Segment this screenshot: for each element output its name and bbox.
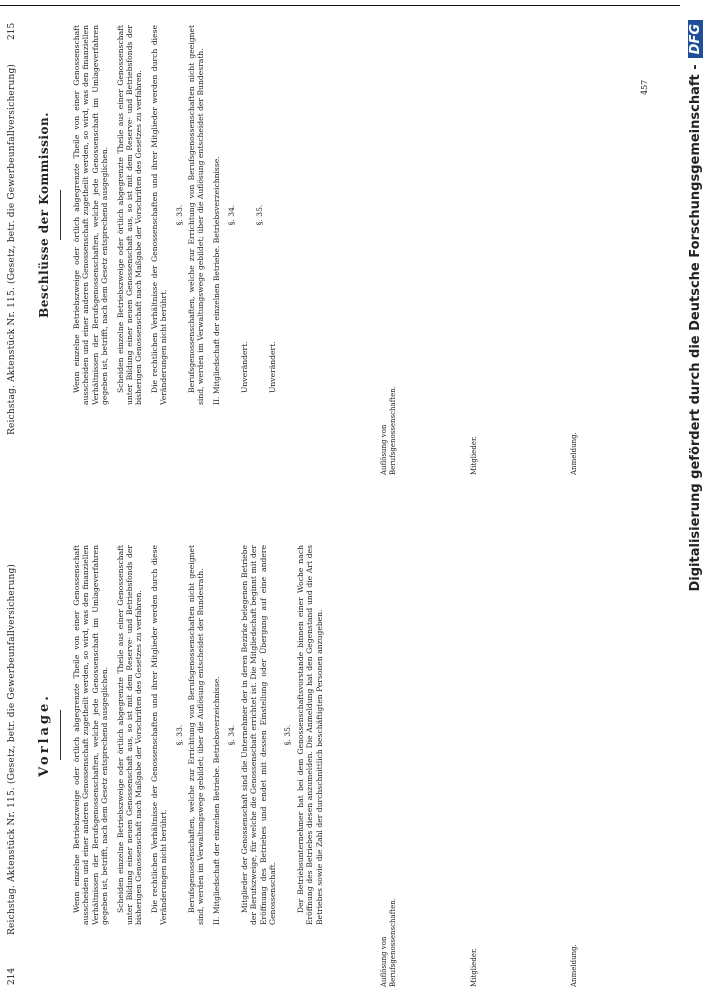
section-number: §. 33. (174, 204, 184, 226)
right-running-head: Reichstag. Aktenstück Nr. 115. (Gesetz, betr. die Gewerbeunfallversicherung) (7, 63, 17, 435)
section-text: Der Betriebsunternehmer hat bei dem Genossenschaftsvorstande binnen einer Woche nach Eröffnung des Betriebes diesen anzumelden. Die Anmeldung hat den Gegenstand und die Art des Betriebes sowie die Zahl der durchschnittlich beschäftigten Personen anzugeben. (295, 545, 324, 925)
margin-note: Auflösung von Berufsgenossenschaften. (380, 386, 397, 475)
left-column-title: Vorlage. (37, 693, 52, 777)
section-number: §. 34. (227, 724, 237, 746)
margin-note: Mitglieder. (470, 436, 478, 475)
margin-note: Anmeldung. (570, 944, 578, 987)
right-paragraph: Scheiden einzelne Betriebszweige oder örtlich abgegrenzte Theile aus einer Genossenschaft unter Bildung einer neuen Genossenschaft aus, so ist mit dem Reserve- und Betriebsfonds der bisherigen Genossenschaft nach Maßgabe der Vorschriften des Gesetzes zu verfahren. (115, 25, 144, 405)
section-text: Mitglieder der Genossenschaft sind die Unternehmer der in deren Bezirke belegenen Betriebe der Berufszweige, für welche die Genossenschaft errichtet ist. Die Mitgliedschaft beginnt mit der Eröffnung des Betriebes und endet mit dessen Einstellung oder Übergang auf eine andere Genossenschaft. (239, 545, 277, 925)
right-paragraph: Wenn einzelne Betriebszweige oder örtlich abgegrenzte Theile von einer Genossenschaft ausscheiden und einer anderen Genossenschaft zugetheilt werden, so wird, was den finanziellen Verhältnissen der Berufsgenossenschaften, welche jede Genossenschaft im Umlageverfahren gegeben ist, betrifft, nach dem Gesetz entsprechend ausgeglichen. (72, 25, 110, 405)
margin-note: Anmeldung. (570, 432, 578, 475)
left-paragraph: Scheiden einzelne Betriebszweige oder örtlich abgegrenzte Theile aus einer Genossenschaft unter Bildung einer neuen Genossenschaft aus, so ist mit dem Reserve- und Betriebsfonds der bisherigen Genossenschaft nach Maßgabe der Vorschriften des Gesetzes zu verfahren. (115, 545, 144, 925)
scanned-page (0, 5, 680, 995)
right-paragraph: Die rechtlichen Verhältnisse der Genossenschaften und ihrer Mitglieder werden durch diese Veränderungen nicht berührt. (149, 25, 169, 405)
left-running-head: Reichstag. Aktenstück Nr. 115. (Gesetz, betr. die Gewerbeunfallversicherung) (7, 563, 17, 935)
section-text: Berufsgenossenschaften, welche zur Errichtung von Berufsgenossenschaften nicht geeignet sind, werden im Verwaltungswege gebildet; über die Auflösung entscheidet der Bundesrath. (187, 25, 206, 405)
section-number: §. 34. (227, 204, 237, 226)
dfg-watermark (680, 20, 706, 980)
section-text: Berufsgenossenschaften, welche zur Errichtung von Berufsgenossenschaften nicht geeignet sind, werden im Verwaltungswege gebildet; über die Auflösung entscheidet der Bundesrath. (187, 545, 206, 925)
watermark-text: Digitalisierung gefördert durch die Deutsche Forschungsgemeinschaft - (687, 64, 703, 592)
right-page-number: 215 (7, 22, 17, 40)
title-rule-left (60, 710, 61, 760)
section-heading: II. Mitgliedschaft der einzelnen Betriebe. Betriebsverzeichnisse. (211, 676, 221, 925)
section-heading: II. Mitgliedschaft der einzelnen Betriebe. Betriebsverzeichnisse. (211, 156, 221, 405)
margin-note: Auflösung von Berufsgenossenschaften. (380, 898, 397, 987)
section-number: §. 35. (255, 204, 265, 226)
left-paragraph: Wenn einzelne Betriebszweige oder örtlich abgegrenzte Theile von einer Genossenschaft ausscheiden und einer anderen Genossenschaft zugetheilt werden, so wird, was den finanziellen Verhältnissen der Berufsgenossenschaften, welche jede Genossenschaft im Umlageverfahren gegeben ist, betrifft, nach dem Gesetz entsprechend ausgeglichen. (72, 545, 110, 925)
right-column-title: Beschlüsse der Kommission. (37, 112, 51, 318)
section-text: Unverändert. (239, 341, 249, 393)
dfg-logo: DFG (688, 20, 703, 58)
section-text: Unverändert. (267, 341, 277, 393)
margin-note: Mitglieder. (470, 948, 478, 987)
left-column (72, 545, 330, 925)
right-column (72, 25, 283, 405)
section-number: §. 33. (174, 724, 184, 746)
left-page-number: 214 (7, 967, 17, 985)
section-number: §. 35. (283, 724, 293, 746)
footer-mark: 457 (640, 79, 649, 95)
left-paragraph: Die rechtlichen Verhältnisse der Genossenschaften und ihrer Mitglieder werden durch diese Veränderungen nicht berührt. (149, 545, 169, 925)
title-rule-right (60, 190, 61, 240)
